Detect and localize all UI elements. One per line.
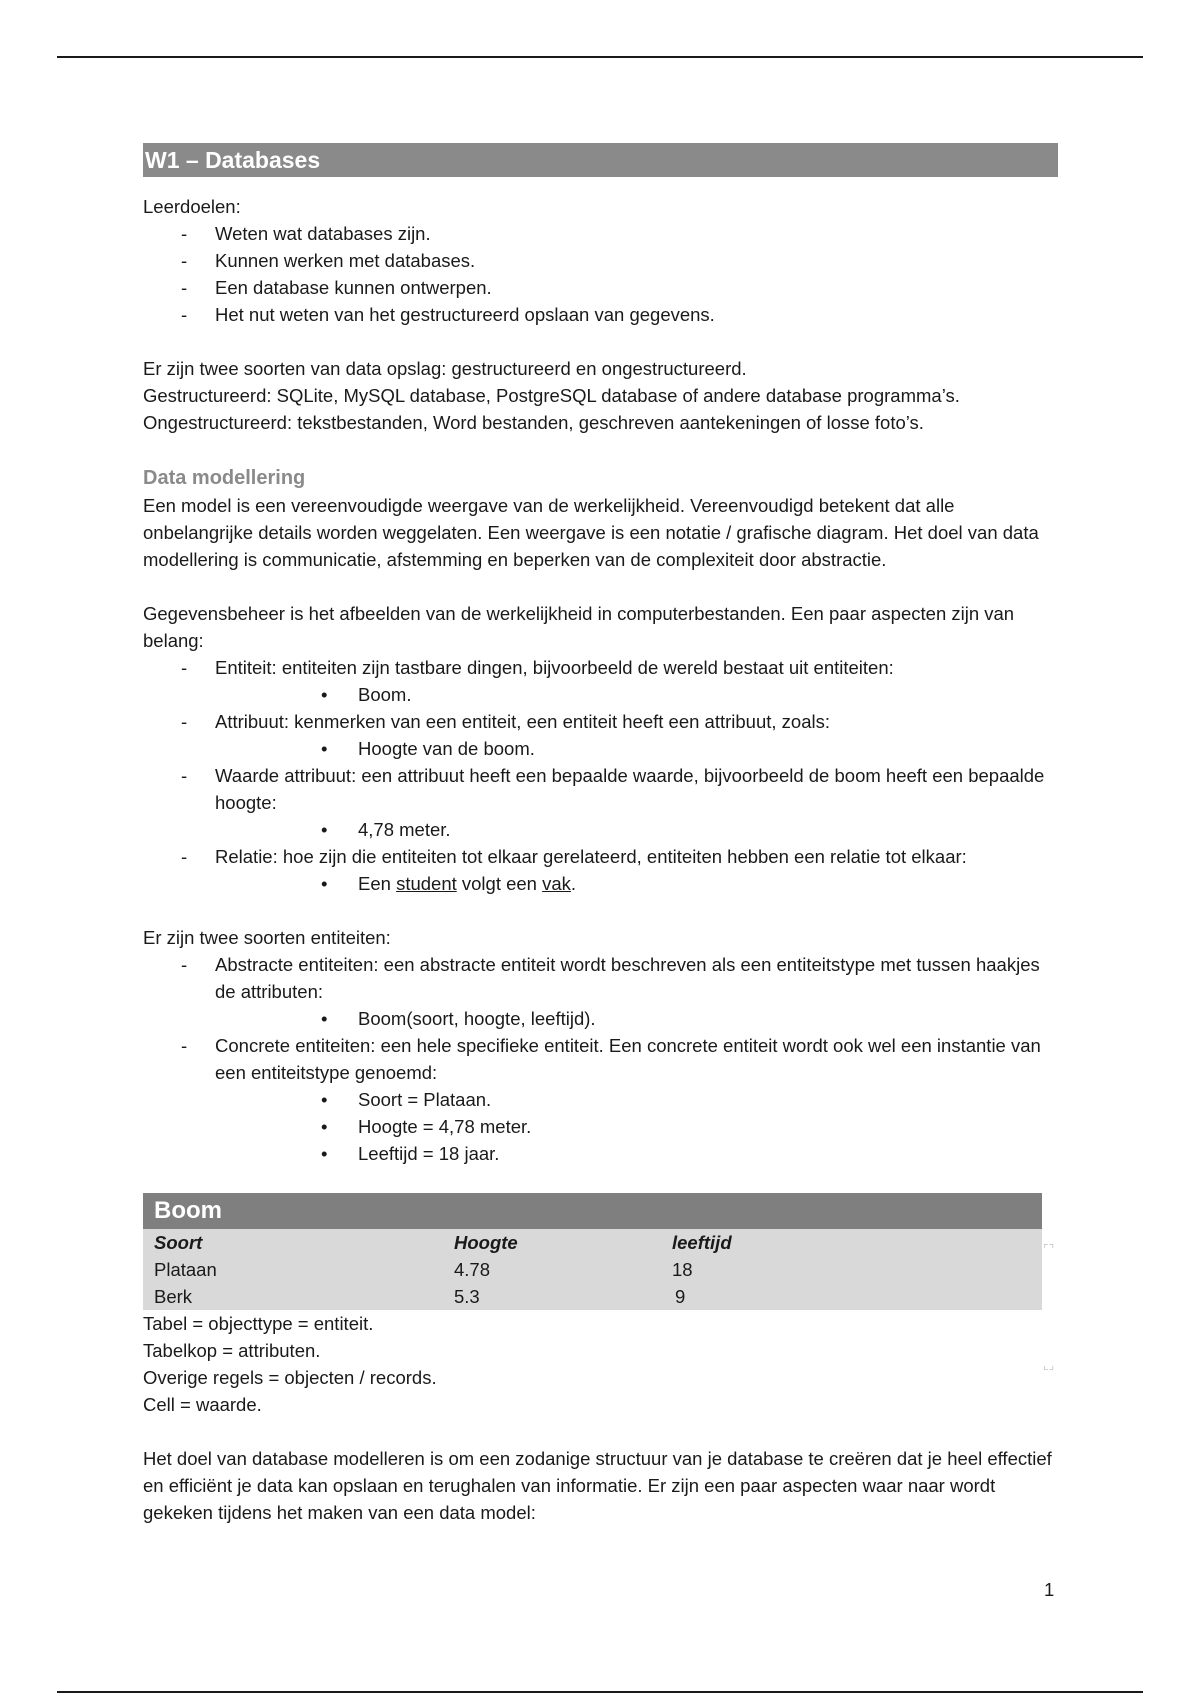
table-resize-handle-icon: ⌞⌟ bbox=[1043, 1358, 1055, 1372]
closing-paragraph: Het doel van database modelleren is om een zodanige structuur van je database te creëren dat je heel effectief en efficiënt je data kan opslaan en terughalen van informatie. Er zijn een paar aspecten waar naar wordt gekeken tijdens het maken van een data model: bbox=[143, 1448, 1052, 1523]
list-item: - Abstracte entiteiten: een abstracte entiteit wordt beschreven als een entiteitstype met tussen haakjes de attributen: • Boom(soort, hoogte, leeftijd). bbox=[143, 951, 1058, 1032]
section-heading-data-modellering: Data modellering bbox=[143, 467, 306, 489]
aspects-list bbox=[143, 654, 1058, 897]
table-cell: 5.3 bbox=[454, 1286, 480, 1307]
list-item: • Boom(soort, hoogte, leeftijd). bbox=[143, 1005, 1058, 1032]
list-item: • Hoogte = 4,78 meter. bbox=[143, 1113, 1058, 1140]
table-row bbox=[143, 1256, 1042, 1283]
table-header-cell: Soort bbox=[154, 1232, 203, 1253]
list-item: • Boom. bbox=[143, 681, 1058, 708]
list-item: • Soort = Plataan. bbox=[143, 1086, 1058, 1113]
list-item: - Attribuut: kenmerken van een entiteit, een entiteit heeft een attribuut, zoals: • Hoogte van de boom. bbox=[143, 708, 1058, 762]
table-note: Cell = waarde. bbox=[143, 1394, 262, 1415]
table-note: Overige regels = objecten / records. bbox=[143, 1367, 437, 1388]
document-body bbox=[143, 143, 1058, 1526]
table-row bbox=[143, 1283, 1042, 1310]
table-cell: 4.78 bbox=[454, 1259, 491, 1280]
table-cell: 9 bbox=[675, 1286, 686, 1307]
table-cell: 18 bbox=[672, 1259, 693, 1280]
learning-goals-label: Leerdoelen: bbox=[143, 196, 241, 217]
table-header-row bbox=[143, 1229, 1042, 1256]
list-item: - Waarde attribuut: een attribuut heeft een bepaalde waarde, bijvoorbeeld de boom heeft een bepaalde hoogte: • 4,78 meter. bbox=[143, 762, 1058, 843]
table-cell: Plataan bbox=[154, 1259, 217, 1280]
table-cell: Berk bbox=[154, 1286, 193, 1307]
data-management-intro: Gegevensbeheer is het afbeelden van de werkelijkheid in computerbestanden. Een paar aspecten zijn van belang: bbox=[143, 603, 1015, 651]
list-item: - Weten wat databases zijn. bbox=[143, 220, 1058, 247]
list-item: - Relatie: hoe zijn die entiteiten tot elkaar gerelateerd, entiteiten hebben een relatie tot elkaar: • Een student volgt een vak. bbox=[143, 843, 1058, 897]
page-number: 1 bbox=[1044, 1579, 1055, 1600]
table-note: Tabelkop = attributen. bbox=[143, 1340, 321, 1361]
learning-goals-list bbox=[143, 220, 1058, 328]
list-item: • Een student volgt een vak. bbox=[143, 870, 1058, 897]
entities-intro: Er zijn twee soorten entiteiten: bbox=[143, 927, 391, 948]
page-heading: W1 – Databases bbox=[143, 143, 1058, 177]
storage-line: Er zijn twee soorten van data opslag: gestructureerd en ongestructureerd. bbox=[143, 358, 747, 379]
storage-line: Ongestructureerd: tekstbestanden, Word bestanden, geschreven aantekeningen of losse foto’s. bbox=[143, 412, 924, 433]
list-item: - Concrete entiteiten: een hele specifieke entiteit. Een concrete entiteit wordt ook wel een instantie van een entiteitstype genoemd: • Soort = Plataan. • Hoogte = 4,78 meter. • Leeftijd = 18 jaar. bbox=[143, 1032, 1058, 1167]
list-item: - Kunnen werken met databases. bbox=[143, 247, 1058, 274]
list-item: • Leeftijd = 18 jaar. bbox=[143, 1140, 1058, 1167]
storage-line: Gestructureerd: SQLite, MySQL database, PostgreSQL database of andere database programma’s. bbox=[143, 385, 960, 406]
table-note: Tabel = objecttype = entiteit. bbox=[143, 1313, 374, 1334]
page-top-rule bbox=[57, 56, 1143, 58]
list-item: • 4,78 meter. bbox=[143, 816, 1058, 843]
list-item: - Entiteit: entiteiten zijn tastbare dingen, bijvoorbeeld de wereld bestaat uit entiteiten: • Boom. bbox=[143, 654, 1058, 708]
table-header-cell: Hoogte bbox=[454, 1232, 518, 1253]
list-item: - Het nut weten van het gestructureerd opslaan van gegevens. bbox=[143, 301, 1058, 328]
page-bottom-rule bbox=[57, 1691, 1143, 1693]
table-title: Boom bbox=[143, 1193, 1042, 1229]
table-header-cell: leeftijd bbox=[672, 1232, 732, 1253]
entities-list bbox=[143, 951, 1058, 1167]
list-item: - Een database kunnen ontwerpen. bbox=[143, 274, 1058, 301]
list-item: • Hoogte van de boom. bbox=[143, 735, 1058, 762]
modelling-paragraph: Een model is een vereenvoudigde weergave van de werkelijkheid. Vereenvoudigd betekent dat alle onbelangrijke details worden weggelaten. Een weergave is een notatie / grafische diagram. Het doel van data modellering is communicatie, afstemming en beperken van de complexiteit door abstractie. bbox=[143, 495, 1039, 570]
table-resize-handle-icon: ⌜⌝ bbox=[1043, 1242, 1055, 1256]
boom-table bbox=[143, 1193, 1042, 1310]
